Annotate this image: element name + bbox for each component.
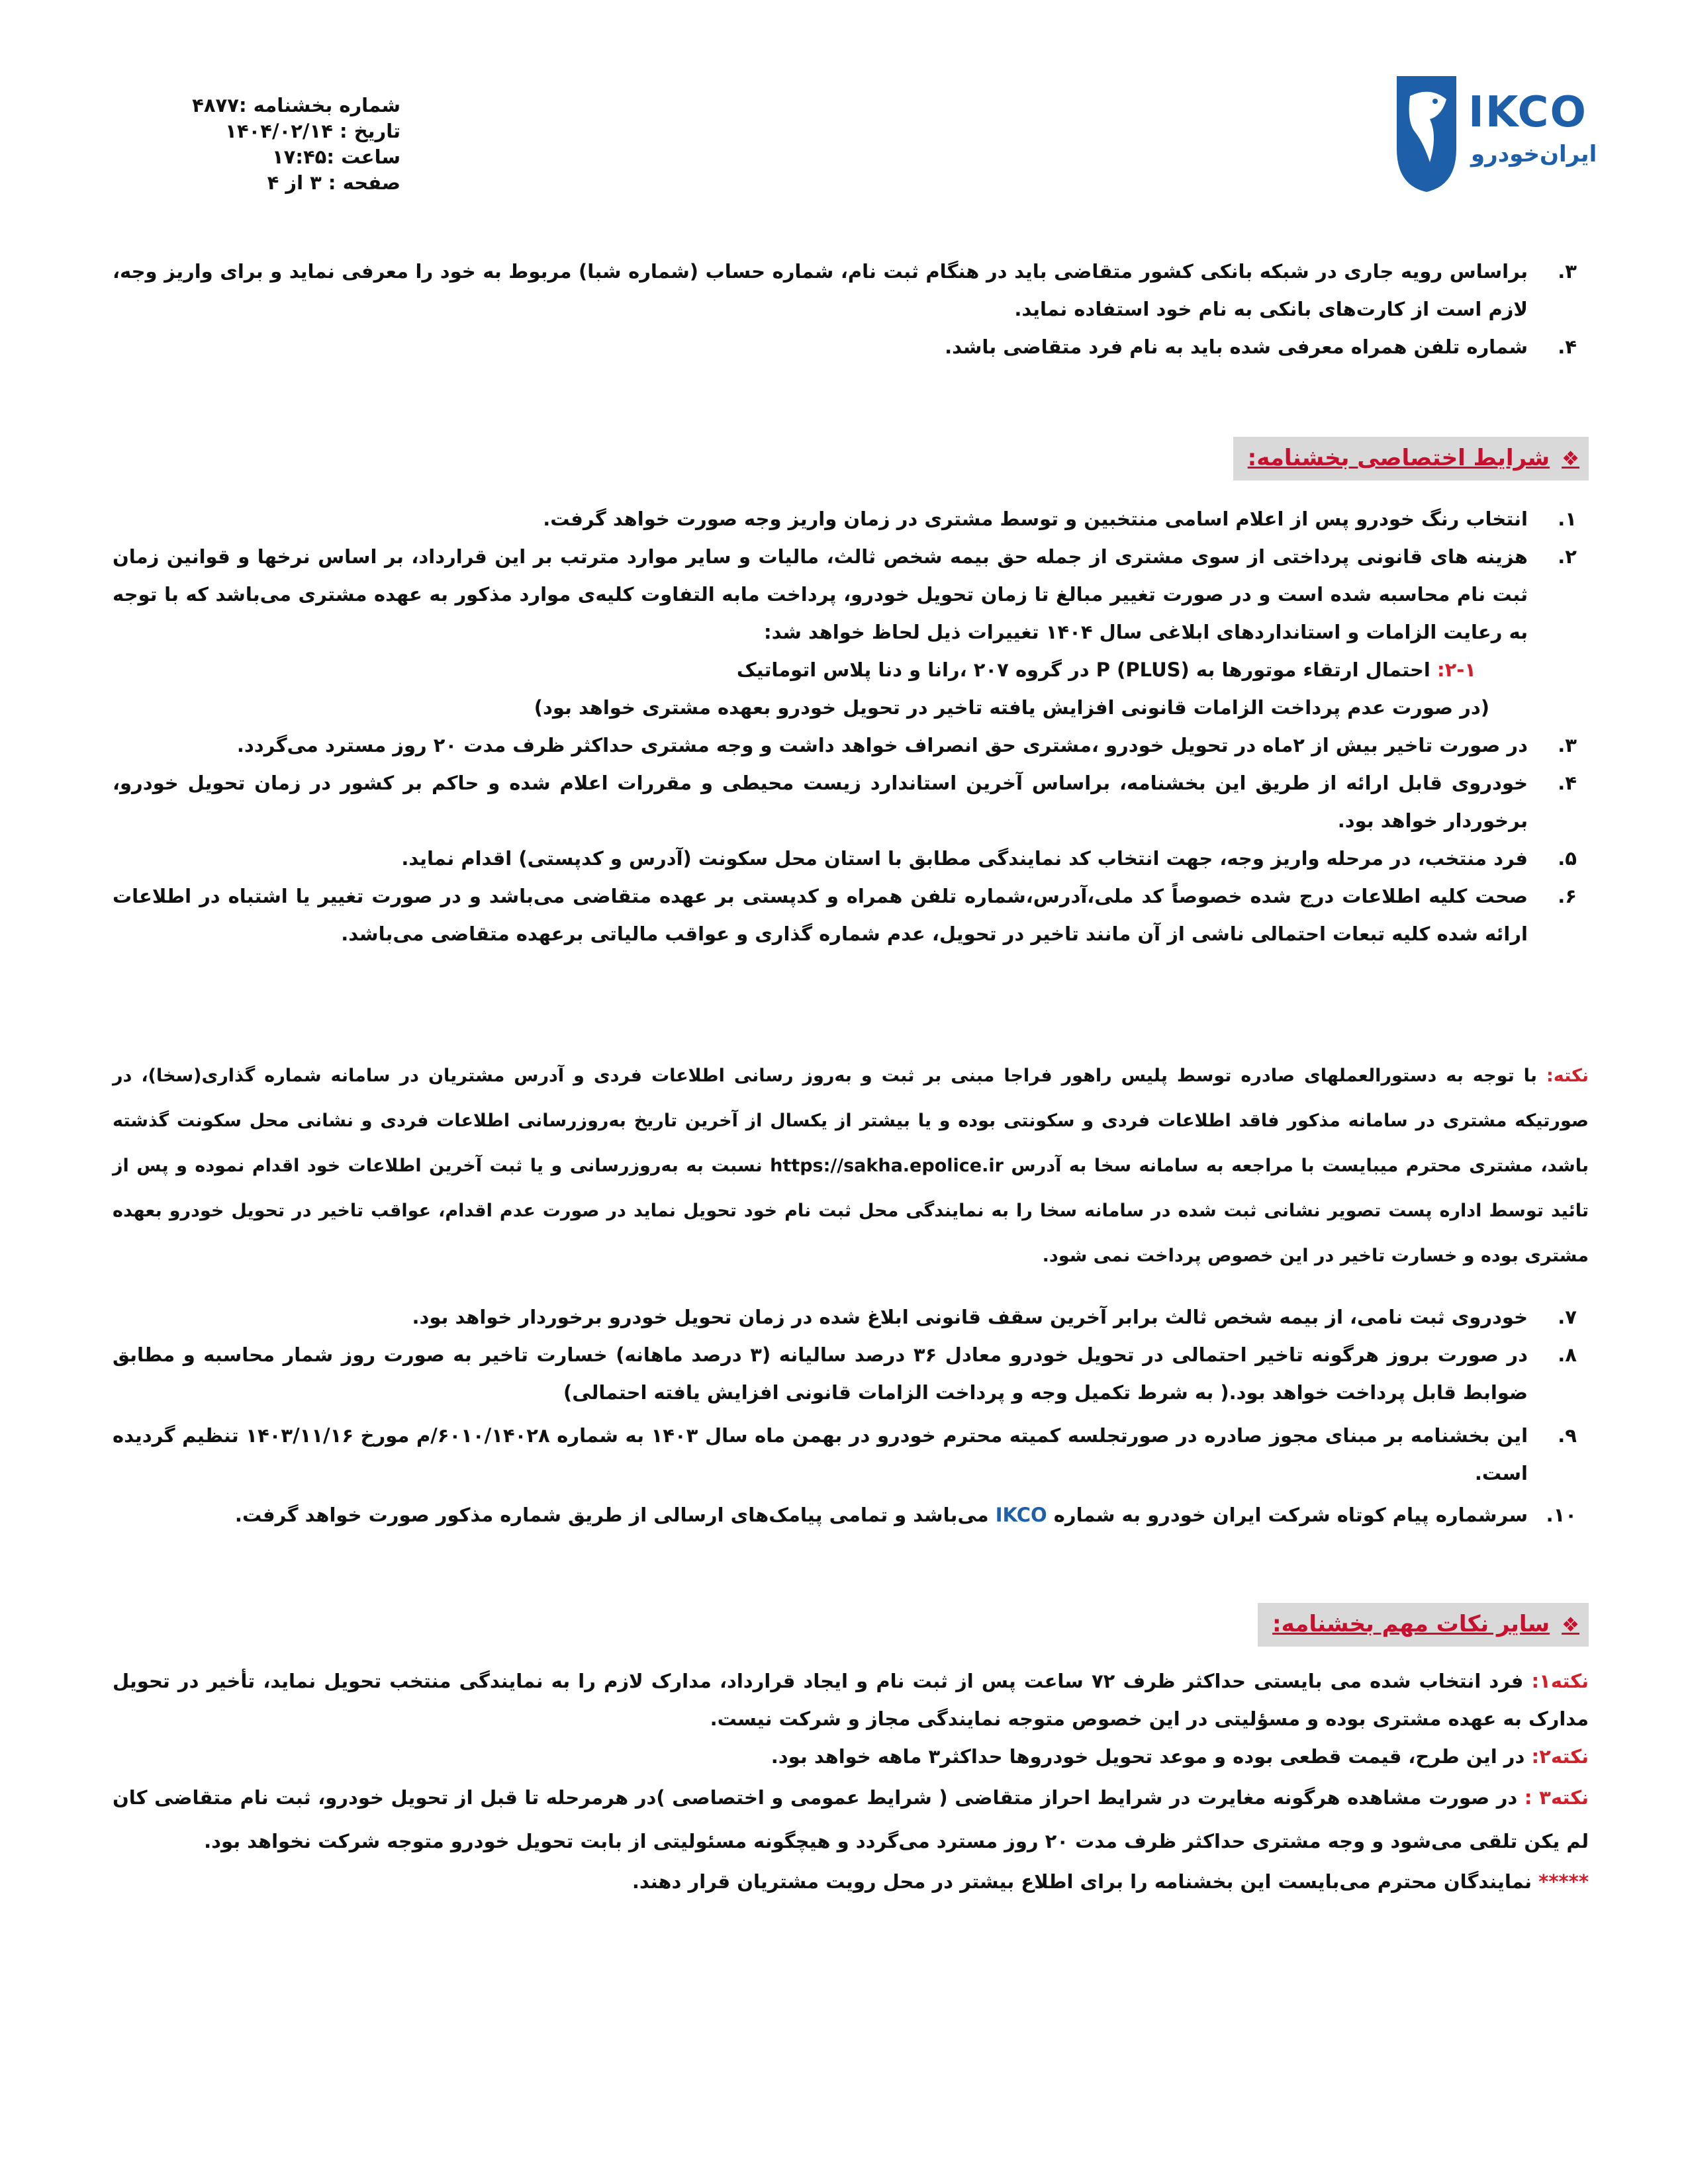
item-number: ۸. <box>1558 1343 1577 1366</box>
logo-subtitle: ایران‌خودرو <box>1471 141 1597 167</box>
item-number: ۲. <box>1558 545 1577 568</box>
item-text: سرشماره پیام کوتاه شرکت ایران خودرو به شماره <box>1053 1504 1528 1526</box>
sub-item-text: در گروه ۲۰۷ ،رانا و دنا پلاس اتوماتیک <box>736 659 1090 681</box>
note-text: نمایندگان محترم می‌بایست این بخشنامه را برای اطلاع بیشتر در محل رویت مشتریان قرار دهند. <box>632 1870 1532 1893</box>
sakha-note <box>113 1054 1589 1279</box>
logo-brand-text: IKCO <box>1468 88 1587 137</box>
page-number: صفحه : ۳ از ۴ <box>267 171 400 194</box>
list-item <box>113 727 1589 764</box>
list-item <box>113 500 1589 538</box>
note-text: در این طرح، قیمت قطعی بوده و موعد تحویل خودروها حداکثر۳ ماهه خواهد بود. <box>771 1745 1525 1768</box>
note-text: در صورت مشاهده هرگونه مغایرت در شرایط احراز متقاضی ( شرایط عمومی و اختصاصی )در هرمرحله تا قبل از تحویل خودرو، ثبت نام متقاضی کان لم یکن تلقی می‌شود و وجه مشتری حداکثر ظرف مدت ۲۰ روز مسترد می‌گردد و هیچگونه مسئولیتی از بابت تحویل خودرو متوجه شرکت نخواهد بود. <box>113 1786 1589 1852</box>
specific-conditions-list-continued <box>113 1298 1589 1534</box>
note-2 <box>113 1738 1589 1776</box>
sub-item <box>113 651 1589 689</box>
final-note <box>113 1863 1589 1901</box>
section-title: سایر نکات مهم بخشنامه: <box>1272 1611 1550 1637</box>
item-text: خودروی ثبت نامی، از بیمه شخص ثالث برابر آخرین سقف قانونی ابلاغ شده در زمان تحویل خودرو برخوردار خواهد بود. <box>412 1306 1528 1328</box>
item-text: این بخشنامه بر مبنای مجوز صادره در صورتجلسه کمیته محترم خودرو در بهمن ماه سال ۱۴۰۳ به شماره ۶۰۱۰/۱۴۰۲۸/م مورخ ۱۴۰۳/۱۱/۱۶ تنظیم گردیده است. <box>113 1424 1528 1484</box>
general-items <box>113 253 1589 366</box>
list-item <box>113 878 1589 953</box>
circular-date: تاریخ : ۱۴۰۴/۰۲/۱۴ <box>225 120 400 142</box>
item-text: شماره تلفن همراه معرفی شده باید به نام فرد متقاضی باشد. <box>945 336 1528 358</box>
note-text: نسبت به به‌روزرسانی و یا ثبت آخرین اطلاعات خود اقدام نموده و پس از تائید توسط اداره پست تصویر نشانی ثبت شده در سامانه سخا را به نمایندگی محل ثبت نام خود تحویل نماید در صورت عدم اقدام، عواقب تاخیر در تحویل خودرو بعهده مشتری بوده و خسارت تاخیر در این خصوص پرداخت نمی شود. <box>113 1156 1589 1266</box>
item-text: در صورت تاخیر بیش از ۲ماه در تحویل خودرو ،مشتری حق انصراف خواهد داشت و وجه مشتری حداکثر ظرف مدت ۲۰ روز مسترد می‌گردد. <box>236 734 1528 756</box>
list-item <box>113 1496 1589 1534</box>
list-item <box>113 538 1589 651</box>
item-number: ۳. <box>1558 734 1577 756</box>
plus-engine-label: P (PLUS) <box>1096 659 1190 681</box>
note-label: نکته۳ : <box>1524 1786 1589 1809</box>
note-label: نکته: <box>1546 1066 1589 1086</box>
item-number: ۵. <box>1558 847 1577 870</box>
item-text: فرد منتخب، در مرحله واریز وجه، جهت انتخاب کد نمایندگی مطابق با استان محل سکونت (آدرس و کدپستی) اقدام نماید. <box>401 847 1528 870</box>
section-heading-other-notes <box>1258 1603 1589 1647</box>
sub-item-note-text: (در صورت عدم پرداخت الزامات قانونی افزایش یافته تاخیر در تحویل خودرو بعهده مشتری خواهد بود) <box>534 696 1489 719</box>
item-text: خودروی قابل ارائه از طریق این بخشنامه، براساس آخرین استاندارد زیست محیطی و مقررات اعلام شده و حاکم بر کشور در زمان تحویل خودرو، برخوردار خواهد بود. <box>113 772 1528 832</box>
note-label: نکته۲: <box>1531 1745 1589 1768</box>
list-item <box>113 840 1589 878</box>
item-number: ۴. <box>1558 772 1577 794</box>
sakha-url-link[interactable]: https://sakha.epolice.ir <box>770 1156 1004 1176</box>
note-3 <box>113 1776 1589 1863</box>
item-number: ۷. <box>1558 1306 1577 1328</box>
horse-head-icon <box>1390 69 1463 195</box>
diamond-bullet-icon: ❖ <box>1562 1614 1579 1637</box>
circular-meta <box>122 93 400 196</box>
diamond-bullet-icon: ❖ <box>1562 447 1579 471</box>
ikco-sms-sender: IKCO <box>995 1504 1047 1526</box>
list-item <box>113 1336 1589 1412</box>
other-notes-list <box>113 1662 1589 1901</box>
item-text: می‌باشد و تمامی پیامک‌های ارسالی از طریق شماره مذکور صورت خواهد گرفت. <box>234 1504 989 1526</box>
section-heading-specific <box>1233 437 1589 480</box>
specific-conditions-list <box>113 500 1589 953</box>
note-text: با توجه به دستورالعملهای صادره توسط پلیس راهور فراجا مبنی بر ثبت و به‌روز رسانی اطلاعات فردی و آدرس مشتریان در سامانه شماره گذاری(سخا)، در صورتیکه مشتری در سامانه مذکور فاقد اطلاعات فردی و سکونتی بوده و یا بیشتر از یکسال از آخرین تاریخ به‌روزرسانی اطلاعات فردی و نشانی محل سکونت گذشته باشد، مشتری محترم میبایست با مراجعه به سامانه سخا به آدرس <box>113 1066 1589 1176</box>
list-item <box>113 764 1589 840</box>
stars-marker: ***** <box>1538 1870 1589 1893</box>
circular-time: ساعت :۱۷:۴۵ <box>271 146 400 168</box>
list-item <box>113 328 1589 366</box>
item-text: انتخاب رنگ خودرو پس از اعلام اسامی منتخبین و توسط مشتری در زمان واریز وجه صورت خواهد گرفت. <box>543 508 1528 530</box>
item-text: در صورت بروز هرگونه تاخیر احتمالی در تحویل خودرو معادل ۳۶ درصد سالیانه (۳ درصد ماهانه) خسارت تاخیر به صورت روز شمار محاسبه و مطابق ضوابط قابل پرداخت خواهد بود.( به شرط تکمیل وجه و پرداخت الزامات قانونی افزایش یافته احتمالی) <box>113 1343 1528 1404</box>
note-text: فرد انتخاب شده می بایستی حداکثر ظرف ۷۲ ساعت پس از ثبت نام و ایجاد قرارداد، مدارک لازم را به نمایندگی منتخب تحویل نماید، تأخیر در تحویل مدارک به عهده مشتری بوده و مسؤلیتی در این خصوص متوجه نمایندگی مجاز و شرکت نیست. <box>113 1670 1589 1730</box>
item-text: هزینه های قانونی پرداختی از سوی مشتری از جمله حق بیمه شخص ثالث، مالیات و سایر موارد مترتب بر این قرارداد، بر اساس نرخها و قوانین زمان ثبت نام محاسبه شده است و در صورت تغییر مبالغ تا زمان تحویل خودرو، پرداخت مابه التفاوت کلیه‌ی موارد مذکور به عهده مشتری می‌باشد که با توجه به رعایت الزامات و استانداردهای ابلاغی سال ۱۴۰۴ تغییرات ذیل لحاظ خواهد شد: <box>113 545 1528 643</box>
item-number: ۴. <box>1558 336 1577 358</box>
sub-item-label: ۲-۱: <box>1436 659 1476 681</box>
item-number: ۹. <box>1558 1424 1577 1447</box>
item-number: ۱. <box>1558 508 1577 530</box>
list-item <box>113 1417 1589 1492</box>
list-item <box>113 253 1589 328</box>
note-1 <box>113 1662 1589 1738</box>
section-title: شرایط اختصاصی بخشنامه: <box>1247 445 1550 471</box>
item-text: براساس رویه جاری در شبکه بانکی کشور متقاضی باید در هنگام ثبت نام، شماره حساب (شماره شبا) مربوط به خود را معرفی نماید و برای واریز وجه، لازم است از کارت‌های بانکی به نام خود استفاده نماید. <box>113 260 1528 320</box>
note-label: نکته۱: <box>1531 1670 1589 1692</box>
list-item <box>113 1298 1589 1336</box>
item-number: ۱۰. <box>1546 1504 1577 1526</box>
circular-number: شماره بخشنامه :۴۸۷۷ <box>192 94 400 116</box>
item-number: ۶. <box>1558 885 1577 907</box>
item-number: ۳. <box>1558 260 1577 283</box>
sub-item-text: احتمال ارتقاء موتورها به <box>1196 659 1430 681</box>
sub-item-note <box>113 689 1589 727</box>
ikco-logo <box>1390 69 1597 195</box>
item-text: صحت کلیه اطلاعات درج شده خصوصاً کد ملی،آدرس،شماره تلفن همراه و کدپستی بر عهده متقاضی می‌باشد و در صورت تغییر یا اشتباه در اطلاعات ارائه شده کلیه تبعات احتمالی ناشی از آن مانند تاخیر در تحویل، عدم شماره گذاری و عواقب مالیاتی برعهده متقاضی می‌باشد. <box>113 885 1528 945</box>
